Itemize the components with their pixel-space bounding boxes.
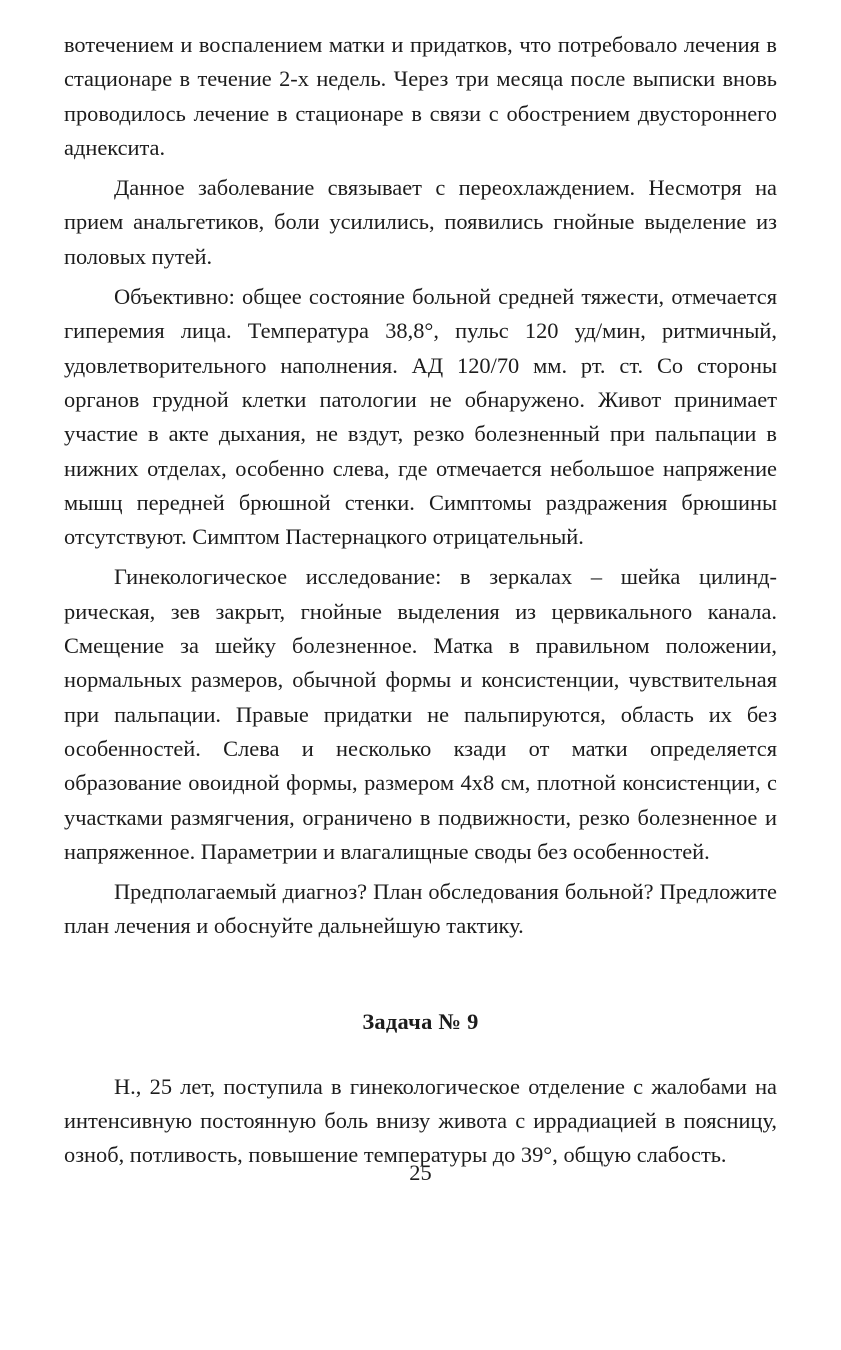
task-heading: Задача № 9 [362,1008,479,1034]
paragraph-continuation: вотечением и воспалением матки и придатков, что потребовало лечения в стационаре в течение 2-х недель. Через три месяца после выписки вновь проводилось лечение в стационаре в связи с обострением двустороннего аднексита. [64,32,777,160]
paragraph-gynecological-exam: Гинекологическое исследование: в зеркалах – шейка цилиндрическая, зев закрыт, гнойные выделения из цервикального канала. Смещение за шейку болезненное. Матка в правильном положении, нормальных размеров, обычной формы и консистенции, чувствительная при пальпации. Правые придатки не пальпируются, область их без особенностей. Слева и несколько кзади от матки определяется образование овоидной формы, размером 4х8 см, плотной консистенции, с участками размягчения, ограничено в подвижности, резко болезненное и напряженное. Параметрии и влагалищные своды без особенностей. [64,564,777,864]
page-text [64,28,777,1179]
paragraph-questions: Предполагаемый диагноз? План обследования больной? Предложите план лечения и обоснуйте дальнейшую тактику. [64,879,777,939]
paragraph-objective-exam: Объективно: общее состояние больной средней тяжести, отмечается гиперемия лица. Температура 38,8°, пульс 120 уд/мин, ритмичный, удовлетворительного наполнения. АД 120/70 мм. рт. ст. Со стороны органов грудной клетки патологии не обнаружено. Живот принимает участие в акте дыхания, не вздут, резко болезненный при пальпации в нижних отделах, особенно слева, где отмечается небольшое напряжение мышц передней брюшной стенки. Симптомы раздражения брюшины отсутствуют. Симптом Пастернацкого отрицательный. [64,284,777,550]
paragraph-cause: Данное заболевание связывает с переохлаждением. Несмотря на прием анальгетиков, боли усилились, появились гнойные выделение из половых путей. [64,175,777,269]
page-number: 25 [409,1160,432,1185]
paragraph-task-intro: Н., 25 лет, поступила в гинекологическое отделение с жалобами на интенсивную постоянную боль внизу живота с иррадиацией в поясницу, озноб, потливость, повышение температуры до 39°, общую слабость. [64,1073,777,1168]
